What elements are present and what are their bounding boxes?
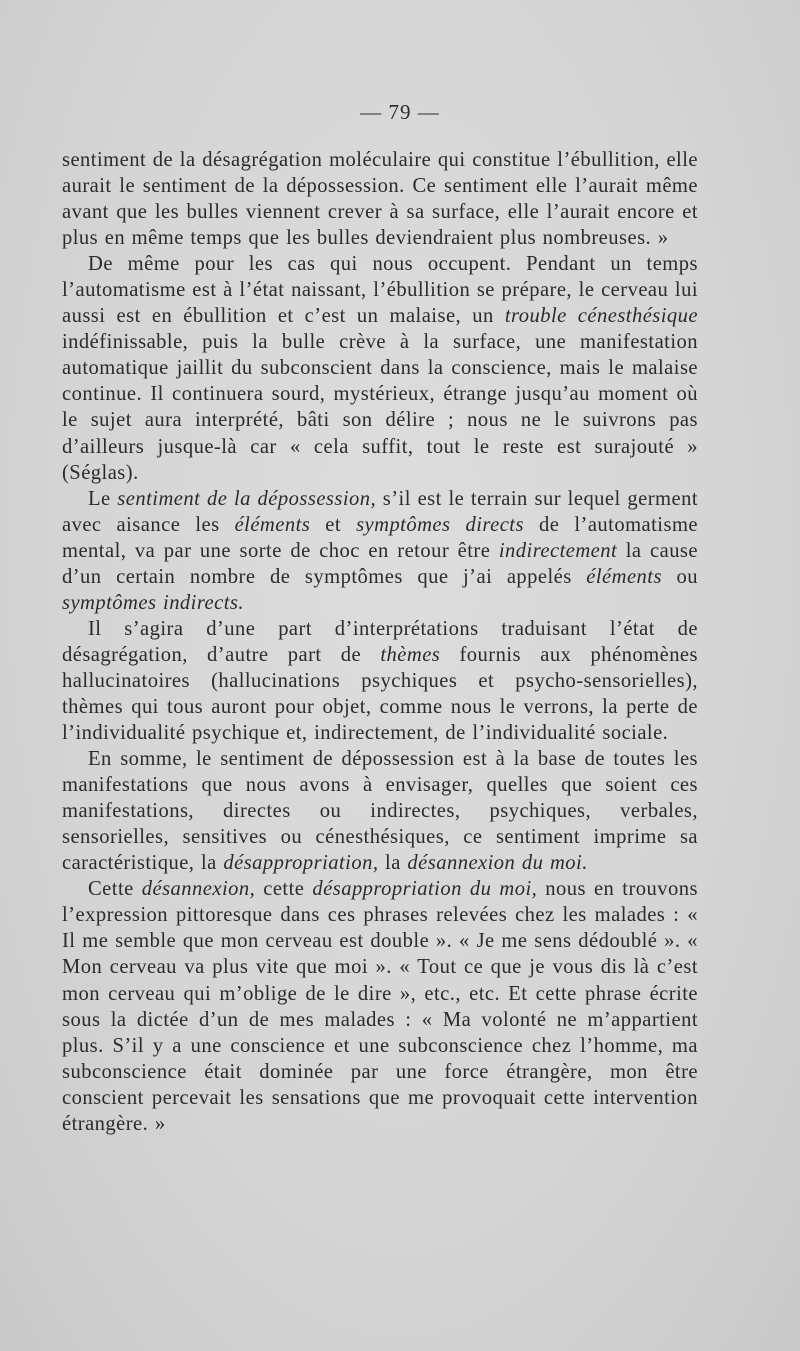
paragraph bbox=[62, 251, 698, 485]
text-run: s’il est le terrain sur lequel germent avec aisance les bbox=[62, 487, 698, 536]
paragraph bbox=[62, 486, 698, 616]
italic-phrase: symptômes directs bbox=[356, 513, 524, 536]
paragraph bbox=[62, 746, 698, 876]
italic-phrase: éléments bbox=[234, 513, 311, 536]
italic-phrase: désannexion, bbox=[141, 878, 256, 901]
italic-phrase: symptômes indirects. bbox=[62, 591, 244, 614]
text-run: cette bbox=[255, 878, 313, 901]
italic-phrase: désappropriation du moi, bbox=[312, 878, 538, 901]
text-run: la cause d’un certain nombre de symptômes que j’ai appelés bbox=[62, 539, 698, 588]
italic-phrase: désappropriation, bbox=[223, 852, 379, 875]
text-run: ou bbox=[661, 565, 699, 588]
paragraph bbox=[62, 616, 698, 746]
paragraph bbox=[62, 876, 698, 1136]
text-run: sentiment de la désagrégation moléculaire qui constitue l’ébullition, elle aurait le sentiment de la dépossession. Ce sentiment elle l’aurait même avant que les bulles viennent crever à sa surface, elle l’aurait encore et plus en même temps que les bulles deviendraient plus nombreuses. » bbox=[62, 149, 698, 250]
text-run: indéfinissable, puis la bulle crève à la surface, une manifestation automatique jaillit du subconscient dans la conscience, mais le malaise continue. Il continuera sourd, mystérieux, étrange jusqu’au moment où le sujet aura interprété, bâti son délire ; nous ne le suivrons pas d’ailleurs jusque-là car « cela suffit, tout le reste est surajouté » (Séglas). bbox=[62, 331, 698, 484]
text-run: et bbox=[310, 513, 357, 536]
italic-phrase: indirectement bbox=[498, 539, 618, 562]
page-number: — 79 — bbox=[360, 100, 440, 124]
italic-phrase: sentiment de la dépossession, bbox=[117, 487, 377, 510]
text-run: Il s’agira d’une part d’interprétations traduisant l’état de désagrégation, d’autre part de bbox=[62, 617, 698, 666]
text-run: de l’automatisme mental, va par une sorte de choc en retour être bbox=[62, 513, 699, 562]
italic-phrase: thèmes bbox=[380, 643, 441, 666]
text-run: En somme, le sentiment de dépossession est à la base de toutes les manifestations que nous avons à envisager, quelles que soient ces manifestations, directes ou indirectes, psychiques, verbales, sensorielles, sensitives ou cénesthésiques, ce sentiment imprime sa caractéristique, la bbox=[62, 748, 698, 875]
text-run: nous en trouvons l’expression pittoresque dans ces phrases relevées chez les malades : « Il me semble que mon cerveau est double ». « Je me sens dédoublé ». « Mon cerveau va plus vite que moi ». « Tout ce que je vous dis là c’est mon cerveau qui m’oblige de le dire », etc., etc. Et cette phrase écrite sous la dictée d’un de mes malades : « Ma volonté ne m’appartient plus. S’il y a une conscience et une subconscience chez l’homme, ma subconscience était dominée par une force étrangère, mon être conscient percevait les sensations que me provoquait cette intervention étrangère. » bbox=[62, 878, 698, 1135]
text-run: la bbox=[378, 852, 408, 875]
paragraph bbox=[62, 147, 698, 251]
text-run: Le bbox=[88, 487, 118, 510]
text-run: Cette bbox=[88, 878, 142, 901]
italic-phrase: éléments bbox=[586, 565, 662, 588]
text-run: fournis aux phénomènes hallucinatoires (hallucinations psychiques et psycho-sensorielles), thèmes qui tous auront pour objet, comme nous le verrons, la perte de l’individualité psychique et, indirectement, de l’individualité sociale. bbox=[62, 643, 698, 745]
text-run: De même pour les cas qui nous occupent. Pendant un temps l’automatisme est à l’état naissant, l’ébullition se prépare, le cerveau lui aussi est en ébullition et c’est un malaise, un bbox=[62, 253, 698, 328]
italic-phrase: désannexion du moi. bbox=[407, 852, 588, 875]
italic-phrase: trouble cénesthésique bbox=[504, 305, 699, 328]
body-text bbox=[62, 147, 698, 1137]
